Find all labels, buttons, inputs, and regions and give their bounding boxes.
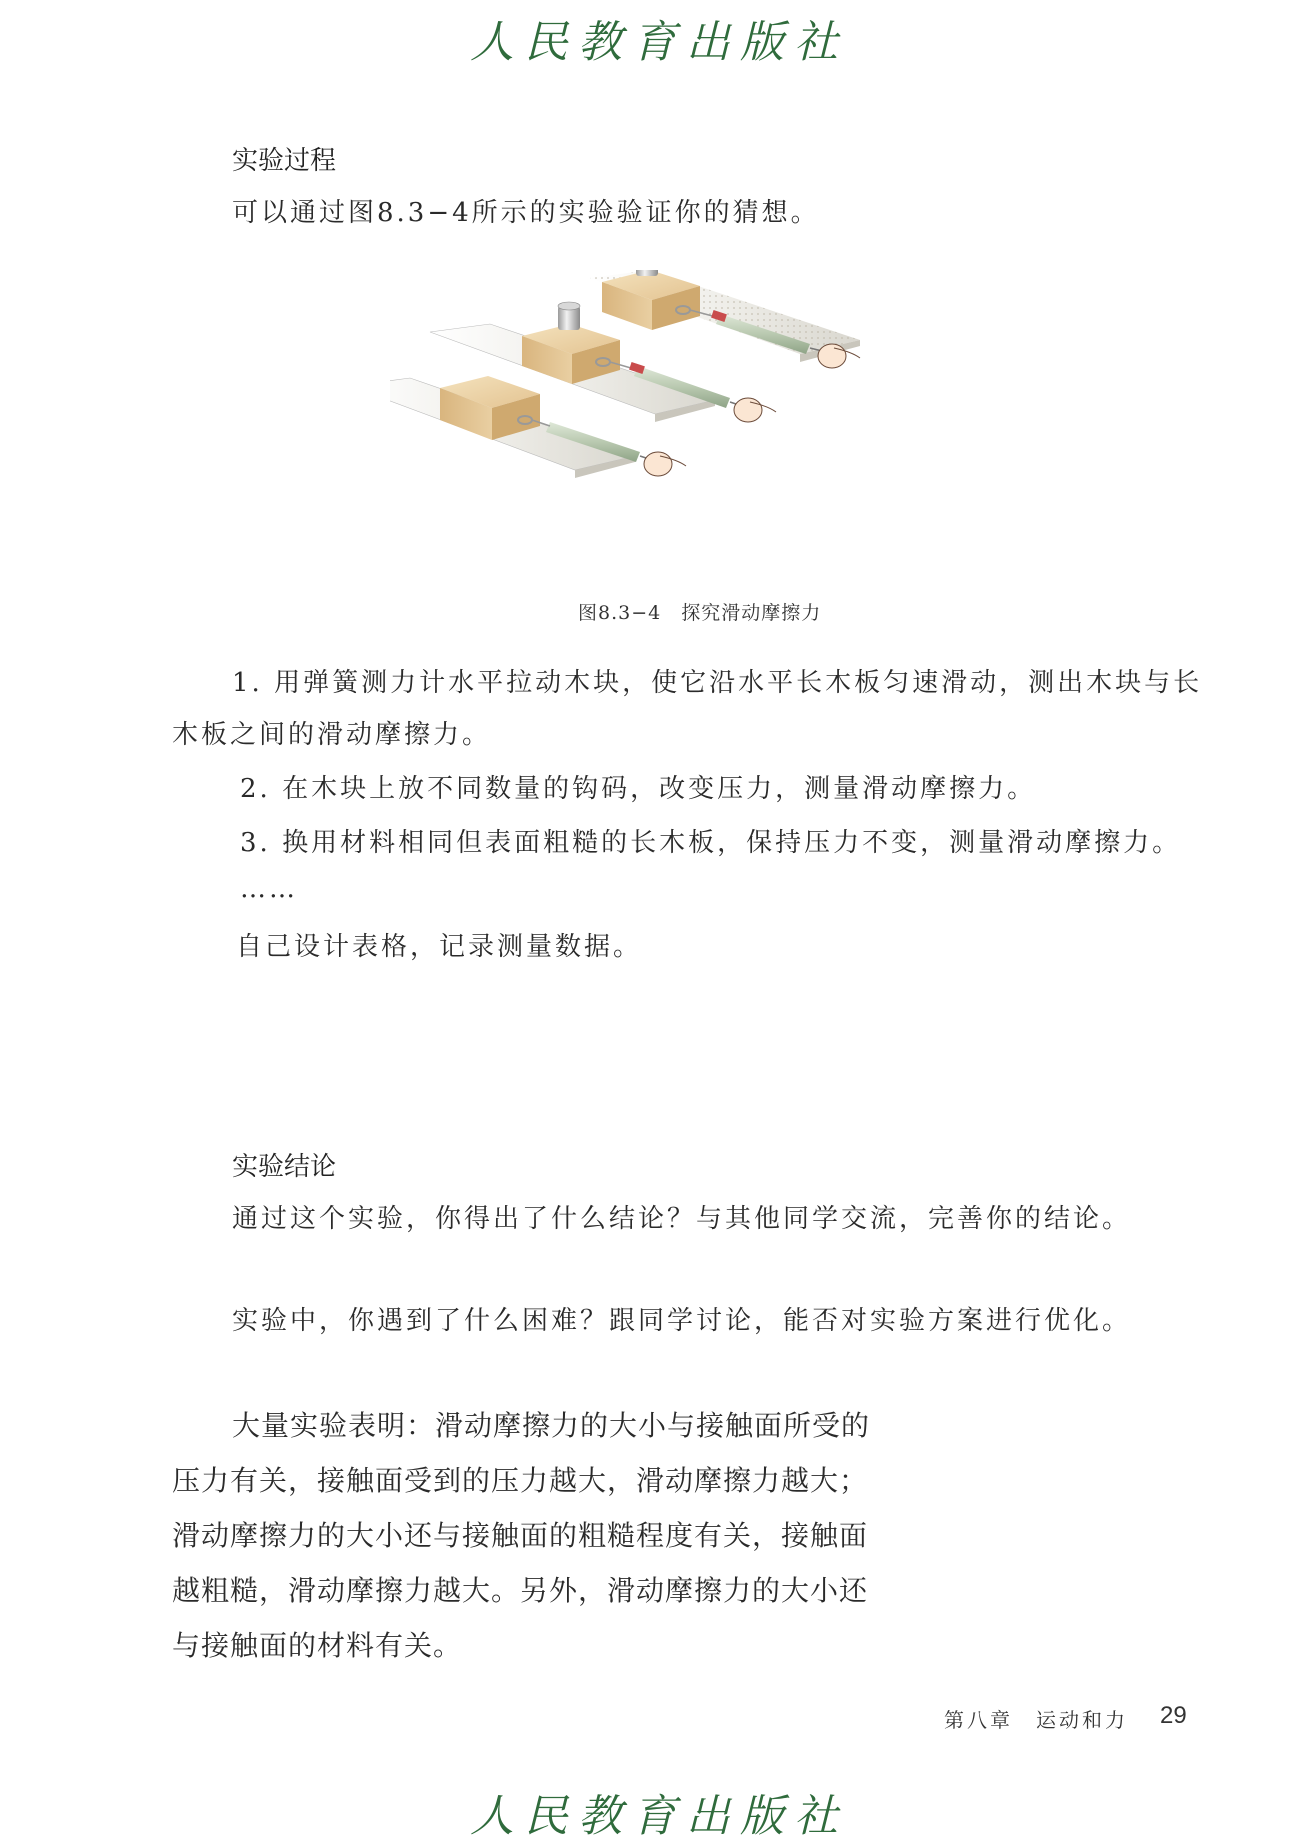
step-3: 3. 换用材料相同但表面粗糙的长木板，保持压力不变，测量滑动摩擦力。 xyxy=(240,828,1182,858)
page-number: 29 xyxy=(1160,1702,1187,1729)
chapter-label: 第八章 运动和力 xyxy=(944,1708,1128,1732)
step-2: 2. 在木块上放不同数量的钩码，改变压力，测量滑动摩擦力。 xyxy=(240,774,1037,804)
sliding-friction-experiment-figure xyxy=(390,270,1030,590)
conclusion-line-5: 与接触面的材料有关。 xyxy=(172,1629,463,1662)
publisher-logo-footer: 人民教育出版社 xyxy=(470,1791,848,1842)
conclusion-line-2: 压力有关，接触面受到的压力越大，滑动摩擦力越大； xyxy=(172,1464,869,1497)
step-1-line-2: 木板之间的滑动摩擦力。 xyxy=(172,720,492,750)
record-data-instruction: 自己设计表格，记录测量数据。 xyxy=(236,932,643,962)
conclusion-line-4: 越粗糙，滑动摩擦力越大。另外，滑动摩擦力的大小还 xyxy=(172,1574,869,1607)
conclusion-question-1: 通过这个实验，你得出了什么结论？与其他同学交流，完善你的结论。 xyxy=(232,1204,1132,1234)
wood-block-with-weight-back xyxy=(602,270,700,330)
conclusion-line-1: 大量实验表明：滑动摩擦力的大小与接触面所受的 xyxy=(232,1409,871,1442)
conclusion-question-2: 实验中，你遇到了什么困难？跟同学讨论，能否对实验方案进行优化。 xyxy=(232,1306,1132,1336)
conclusion-paragraph xyxy=(172,1398,932,1673)
wood-block-with-weight-middle xyxy=(522,302,620,384)
procedure-intro: 可以通过图8.3−4所示的实验验证你的猜想。 xyxy=(232,198,820,228)
section-heading-procedure: 实验过程 xyxy=(232,146,337,176)
step-1-line-1: 1. 用弹簧测力计水平拉动木块，使它沿水平长木板匀速滑动，测出木块与长 xyxy=(232,668,1203,698)
figure-caption: 图8.3−4 探究滑动摩擦力 xyxy=(578,602,822,624)
conclusion-line-3: 滑动摩擦力的大小还与接触面的粗糙程度有关，接触面 xyxy=(172,1519,869,1552)
section-heading-conclusion: 实验结论 xyxy=(232,1152,337,1182)
publisher-logo-header: 人民教育出版社 xyxy=(470,17,848,68)
ellipsis: …… xyxy=(240,874,298,904)
